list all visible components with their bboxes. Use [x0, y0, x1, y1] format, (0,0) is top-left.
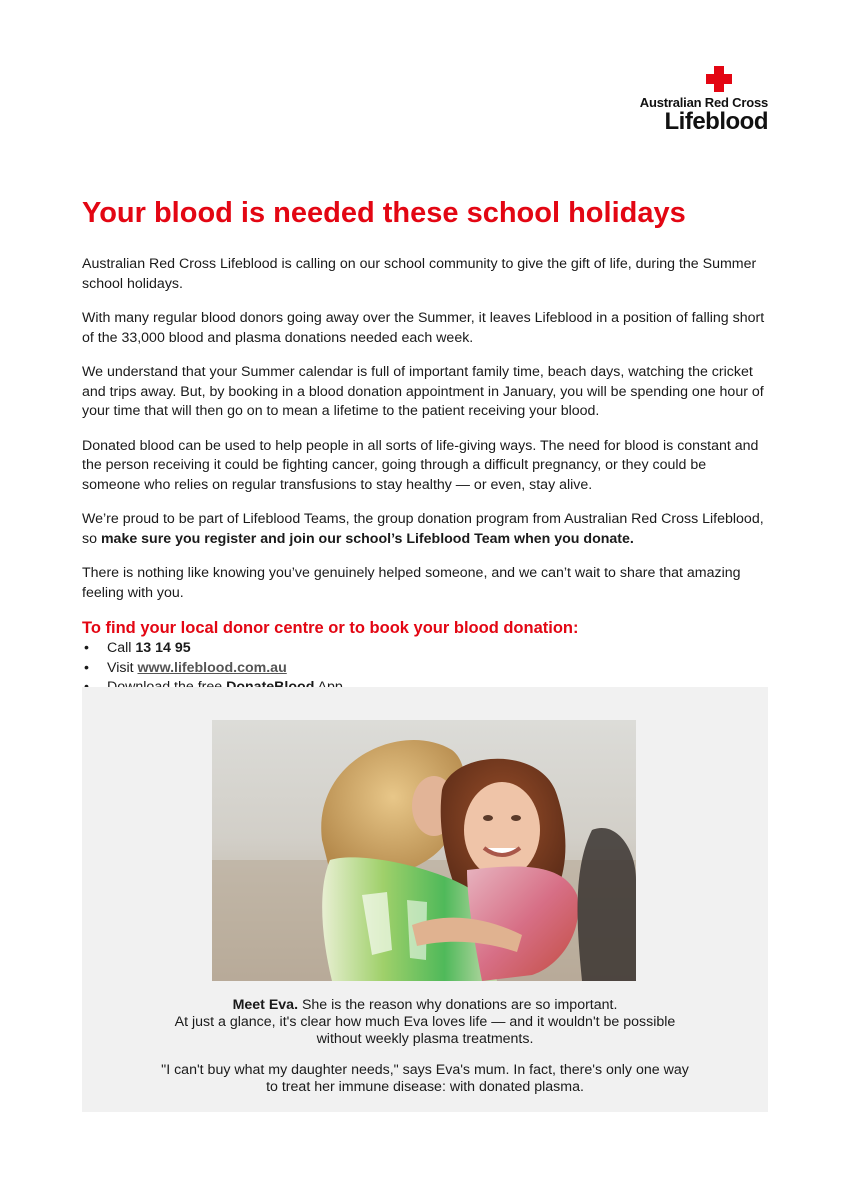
- caption-line-5: to treat her immune disease: with donated plasma.: [266, 1079, 584, 1095]
- list-item-visit: [82, 659, 768, 679]
- caption-line-2: At just a glance, it's clear how much Eva loves life — and it wouldn't be possible: [174, 1014, 676, 1030]
- paragraph-intro: Australian Red Cross Lifeblood is calling on our school community to give the gift of life, during the Summer school holidays.: [82, 256, 757, 292]
- paragraph-closing: There is nothing like knowing you’ve genuinely helped someone, and we can’t wait to share that amazing feeling with you.: [82, 565, 741, 601]
- paragraph-shortfall: With many regular blood donors going away over the Summer, it leaves Lifeblood in a position of falling short of the 33,000 blood and plasma donations needed each week.: [82, 310, 765, 346]
- paragraph-teams: [82, 510, 768, 549]
- website-link[interactable]: www.lifeblood.com.au: [137, 659, 287, 676]
- red-cross-icon: [706, 66, 732, 92]
- photo-illustration: [212, 720, 636, 981]
- caption-line-3: without weekly plasma treatments.: [316, 1031, 534, 1047]
- booking-heading: To find your local donor centre or to book your blood donation:: [82, 619, 579, 637]
- feature-panel: [82, 687, 768, 1112]
- teams-callout: make sure you register and join our school’s Lifeblood Team when you donate.: [100, 530, 634, 547]
- call-label: Call: [107, 640, 136, 656]
- lifeblood-logo: [640, 66, 768, 134]
- paragraph-uses: Donated blood can be used to help people in all sorts of life-giving ways. The need for blood is constant and the person receiving it could be fighting cancer, going through a difficult pregnancy, or they could be someone who relies on regular transfusions to stay healthy — or even, stay alive.: [82, 437, 759, 493]
- logo-brand-name: Lifeblood: [664, 108, 768, 135]
- caption-line-1: [82, 997, 768, 1014]
- phone-number[interactable]: 13 14 95: [135, 640, 191, 656]
- caption-intro-bold: Meet Eva.: [232, 997, 299, 1013]
- caption-intro-rest: She is the reason why donations are so important.: [298, 997, 618, 1013]
- list-item-call: [82, 639, 768, 659]
- photo-caption: [82, 997, 768, 1096]
- letter-body: [82, 193, 768, 698]
- visit-label: Visit: [107, 659, 138, 676]
- logo-org-name: Australian Red Cross: [639, 95, 768, 110]
- teams-text: We’re proud to be part of Lifeblood Teams, the group donation program from Australian Red Cross Lifeblood, so: [82, 511, 764, 547]
- caption-line-4: "I can't buy what my daughter needs," says Eva's mum. In fact, there's only one way: [161, 1062, 689, 1078]
- page-title: Your blood is needed these school holidays: [82, 197, 686, 229]
- paragraph-summer-calendar: We understand that your Summer calendar is full of important family time, beach days, watching the cricket and trips away. But, by booking in a blood donation appointment in January, you will be spending one hour of your time that will then go on to mean a lifetime to the patient receiving your blood.: [82, 364, 764, 419]
- photo-mother-hugging-daughter: [212, 720, 636, 981]
